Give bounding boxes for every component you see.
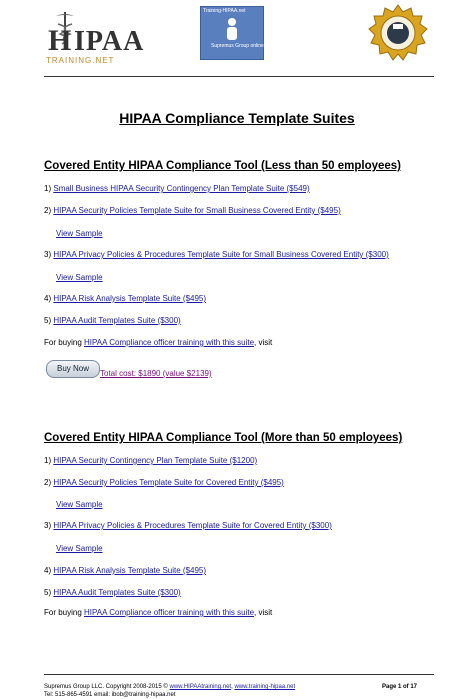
hipaa-training-logo bbox=[40, 8, 145, 66]
item-number: 5) bbox=[44, 316, 52, 325]
list-item bbox=[44, 206, 341, 215]
list-item bbox=[44, 316, 181, 325]
template-suite-link[interactable]: HIPAA Security Policies Template Suite for Covered Entity ($495) bbox=[53, 478, 284, 487]
gold-seal-icon bbox=[368, 4, 428, 64]
template-suite-link[interactable]: HIPAA Privacy Policies & Procedures Template Suite for Covered Entity ($300) bbox=[53, 521, 332, 530]
buying-suffix: , visit bbox=[254, 608, 273, 617]
template-suite-link[interactable]: HIPAA Security Policies Template Suite for Small Business Covered Entity ($495) bbox=[53, 206, 341, 215]
template-suite-link[interactable]: HIPAA Audit Templates Suite ($300) bbox=[53, 316, 181, 325]
training-link[interactable]: HIPAA Compliance officer training with this suite bbox=[84, 338, 255, 347]
list-item bbox=[44, 456, 257, 465]
logo-h: H bbox=[48, 24, 72, 57]
item-number: 2) bbox=[44, 478, 52, 487]
template-suite-link[interactable]: HIPAA Risk Analysis Template Suite ($495) bbox=[53, 294, 207, 303]
list-item bbox=[44, 184, 310, 193]
view-sample-link[interactable]: View Sample bbox=[56, 500, 103, 509]
template-suite-link[interactable]: Small Business HIPAA Security Contingency Plan Template Suite ($549) bbox=[53, 184, 310, 193]
header-divider bbox=[44, 76, 434, 77]
total-cost-link[interactable]: Total cost: $1890 (value $2139) bbox=[100, 369, 212, 378]
list-item bbox=[44, 478, 284, 487]
footer-prefix: Supremus Group LLC. Copyright 2008-2015 © bbox=[44, 684, 170, 690]
buying-note bbox=[44, 338, 272, 347]
section-heading-small: Covered Entity HIPAA Compliance Tool (Less than 50 employees) bbox=[44, 160, 402, 172]
item-number: 4) bbox=[44, 566, 52, 575]
template-suite-link[interactable]: HIPAA Privacy Policies & Procedures Template Suite for Small Business Covered Entity ($300) bbox=[53, 250, 389, 259]
footer-divider bbox=[44, 674, 434, 675]
template-suite-link[interactable]: HIPAA Audit Templates Suite ($300) bbox=[53, 588, 181, 597]
view-sample-link[interactable]: View Sample bbox=[56, 544, 103, 553]
item-number: 4) bbox=[44, 294, 52, 303]
item-number: 5) bbox=[44, 588, 52, 597]
item-number: 3) bbox=[44, 521, 52, 530]
logo-subtitle: TRAINING.NET bbox=[46, 56, 115, 65]
item-number: 2) bbox=[44, 206, 52, 215]
item-number: 3) bbox=[44, 250, 52, 259]
footer-contact: Tel: 515-865-4591 email: ibob@training-hipaa.net bbox=[44, 692, 176, 698]
list-item bbox=[44, 566, 206, 575]
training-link[interactable]: HIPAA Compliance officer training with this suite bbox=[84, 608, 255, 617]
item-number: 1) bbox=[44, 184, 52, 193]
page-title: HIPAA Compliance Template Suites bbox=[119, 110, 355, 126]
template-suite-link[interactable]: HIPAA Security Contingency Plan Template Suite ($1200) bbox=[53, 456, 258, 465]
list-item bbox=[44, 250, 389, 259]
person-icon bbox=[223, 17, 241, 41]
buying-note bbox=[44, 608, 272, 617]
buy-now-button[interactable]: Buy Now bbox=[46, 360, 100, 378]
item-number: 1) bbox=[44, 456, 52, 465]
footer-link-hipaatraining[interactable]: www.HIPAAtraining.net bbox=[169, 684, 232, 690]
footer-copyright bbox=[44, 684, 295, 690]
list-item bbox=[44, 521, 332, 530]
buying-prefix: For buying bbox=[44, 338, 85, 347]
logo-ipaa: IPAA bbox=[74, 26, 145, 57]
view-sample-link[interactable]: View Sample bbox=[56, 229, 103, 238]
page-number: Page 1 of 17 bbox=[382, 684, 418, 690]
template-suite-link[interactable]: HIPAA Risk Analysis Template Suite ($495) bbox=[53, 566, 207, 575]
footer-sep: , bbox=[231, 684, 235, 690]
section-heading-large: Covered Entity HIPAA Compliance Tool (More than 50 employees) bbox=[44, 432, 403, 444]
buying-suffix: , visit bbox=[254, 338, 273, 347]
buying-prefix: For buying bbox=[44, 608, 85, 617]
training-hipaa-logo bbox=[200, 6, 264, 60]
view-sample-link[interactable]: View Sample bbox=[56, 273, 103, 282]
logo-mid-top-text: Training-HIPAA.net bbox=[203, 8, 246, 14]
logo-mid-bottom-text: Supremus Group online bbox=[211, 43, 264, 49]
list-item bbox=[44, 588, 181, 597]
footer-link-training-hipaa[interactable]: www.training-hipaa.net bbox=[234, 684, 296, 690]
list-item bbox=[44, 294, 206, 303]
